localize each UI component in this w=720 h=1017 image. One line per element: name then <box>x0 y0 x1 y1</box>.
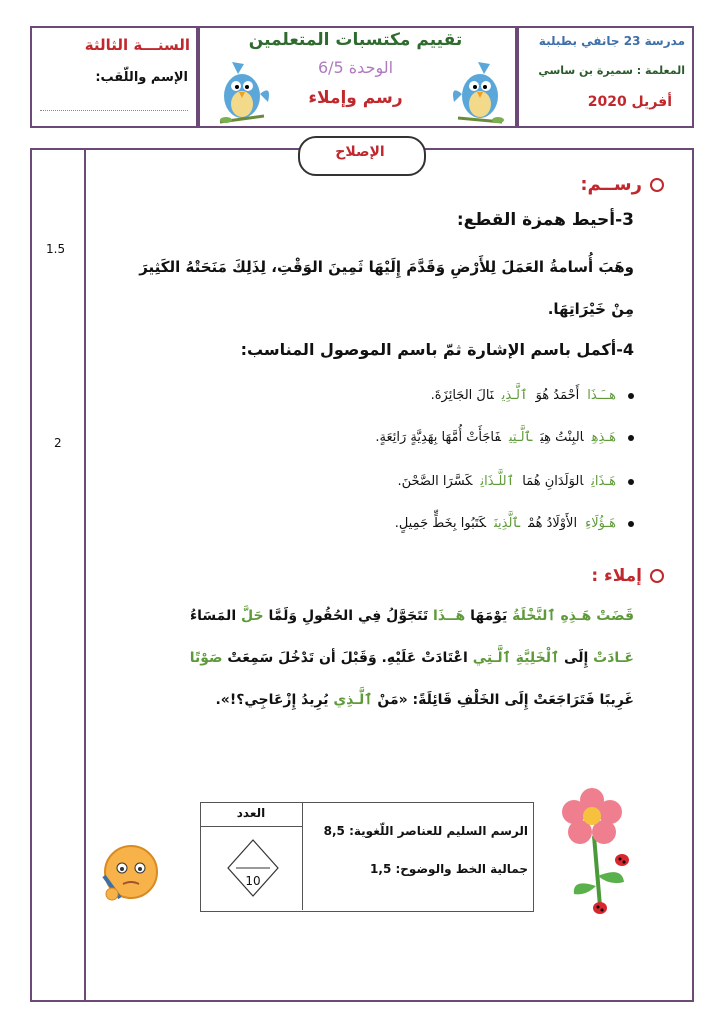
sentence-part: نَالَ الجَائِزَةَ. <box>430 388 494 403</box>
question-4: 4-أكمل باسم الإشارة ثمّ باسم الموصول المناسب: <box>240 340 634 359</box>
teacher-name: المعلمة : سميرة بن ساسي <box>538 64 685 77</box>
demonstrative: هَـؤُلَاءِ <box>585 516 616 531</box>
sentence-part: الوَلَدَانِ هُمَا <box>522 474 584 489</box>
dictation-word: عَـادَتْ <box>593 650 634 666</box>
dictation-line1 <box>190 608 634 624</box>
circle-bullet-icon <box>650 569 664 583</box>
score-table-divider <box>302 802 303 910</box>
score-table-header-line <box>200 826 302 827</box>
name-dotted-line <box>40 110 188 111</box>
dictation-word: ٱلَّـذِي <box>333 692 373 708</box>
score-margin-1: 1.5 <box>46 242 66 256</box>
rasm-heading-text: رســم: <box>580 174 642 195</box>
date: أفريل 2020 <box>587 94 672 110</box>
margin-divider <box>84 148 86 1000</box>
demonstrative: هــَـذَا <box>587 388 616 403</box>
bullet-dot-icon <box>628 521 634 527</box>
dictation-word: يُرِيدُ إِزْعَاجِي؟!». <box>215 692 329 708</box>
list-item <box>387 516 634 531</box>
correction-label: الإصلاح <box>335 144 385 160</box>
sentence-part: البِنْتُ هِيَ <box>540 430 584 445</box>
demonstrative: هَـذَانِ <box>591 474 616 489</box>
dictation-word: حَلَّ <box>241 608 264 624</box>
imla-heading <box>591 566 664 586</box>
list-item <box>390 474 634 489</box>
relative-pronoun: ٱلَّـتِي <box>508 430 533 445</box>
rasm-heading <box>580 174 664 195</box>
demonstrative: هَـذِهِ <box>591 430 616 445</box>
relative-pronoun: ٱلَّذِينَ <box>494 516 521 531</box>
question-3: 3-أحيط همزة القطع: <box>456 210 634 230</box>
criterion-1: الرسم السليم للعناصر اللّغوية: 8,5 <box>323 824 528 838</box>
circle-bullet-icon <box>650 178 664 192</box>
year-label: السنـــة الثالثة <box>84 36 190 54</box>
dictation-word: قَضَتْ هَـذِهِ ٱلنَّخْلَةُ <box>512 608 634 624</box>
dictation-word: المَسَاءُ <box>190 608 237 624</box>
total-label: العدد <box>236 806 266 820</box>
q3-sentence-line1: وهَبَ أُسامةُ العَمَلَ لِلأَرْضِ وَقَدَّمَ إِلَيْهَا ثَمِينَ الوَقْتِ، لِذَلِكَ مَنَحَتْهُ الكَثِيرَ <box>139 258 634 276</box>
sentence-part: فَاجَأَتْ أُمَّهَا بِهَدِيَّةٍ رَائِعَةٍ. <box>375 430 501 445</box>
dictation-word: يَوْمَهَا <box>470 608 508 624</box>
list-item <box>423 388 634 403</box>
sentence-part: كَسَّرَا الصَّحْنَ. <box>397 474 473 489</box>
sentence-part: أَحْمَدُ هُوَ <box>535 388 580 403</box>
dictation-line3 <box>215 692 634 708</box>
bullet-dot-icon <box>628 479 634 485</box>
q3-sentence-line2: مِنْ خَيْرَاتِهَا. <box>547 300 634 318</box>
relative-pronoun: ٱلَّـذِي <box>501 388 528 403</box>
dictation-word: اعْتَادَتْ عَلَيْهِ. وَقَبْلَ أن تَدْخُلَ سَمِعَتْ <box>227 650 468 666</box>
dictation-word: غَرِيبًا فَتَرَاجَعَتْ إِلَى الخَلْفِ قَائِلَةً: «مَنْ <box>377 692 634 708</box>
sentence-part: الأَوْلَادُ هُمْ <box>528 516 578 531</box>
dictation-line2 <box>190 650 634 666</box>
sentence-part: كَتَبُوا بِخَطٍّ جَمِيلٍ. <box>394 516 487 531</box>
bullet-dot-icon <box>628 435 634 441</box>
total-value: 10 <box>245 874 261 888</box>
diamond-score-icon <box>226 838 280 898</box>
page-title: تقييم مكتسبات المتعلمين <box>248 30 463 50</box>
bullet-dot-icon <box>628 393 634 399</box>
relative-pronoun: ٱللَّـذَانِ <box>480 474 515 489</box>
subject-label: رسم وإملاء <box>308 88 403 108</box>
dictation-word: تَتَجَوَّلُ فِي الحُقُولِ وَلَمَّا <box>268 608 429 624</box>
unit-label: الوحدة 6/5 <box>317 58 394 77</box>
school-name: مدرسة 23 جانفي بطبلبة <box>538 34 685 48</box>
dictation-word: إِلَى <box>564 650 589 666</box>
bird-left-icon <box>212 56 274 136</box>
score-margin-2: 2 <box>54 436 62 450</box>
dictation-word: ٱلْخَلِيَّةِ ٱلَّـتِي <box>472 650 560 666</box>
imla-heading-text: إملاء : <box>591 566 642 586</box>
criterion-2: جمالية الخط والوضوح: 1,5 <box>370 862 528 876</box>
dictation-word: هَــذَا <box>433 608 466 624</box>
list-item <box>367 430 634 445</box>
bird-right-icon <box>448 56 510 136</box>
name-label: الإسم واللّقب: <box>95 70 188 85</box>
flower-icon <box>552 786 642 916</box>
dictation-word: صَوْتًا <box>189 650 223 666</box>
thinking-emoji-icon <box>98 838 164 908</box>
